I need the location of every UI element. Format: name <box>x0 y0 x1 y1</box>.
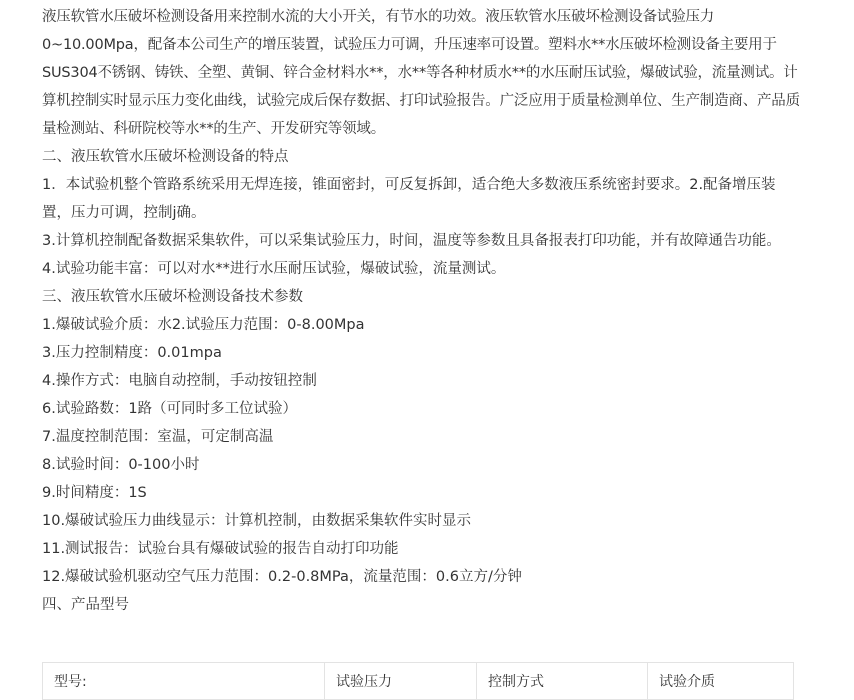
param-item: 12.爆破试验机驱动空气压力范围：0.2-0.8MPa，流量范围：0.6立方/分钟 <box>42 569 522 585</box>
column-header-medium: 试验介质 <box>648 663 794 700</box>
feature-item: 4.试验功能丰富：可以对水**进行水压耐压试验，爆破试验，流量测试。 <box>42 261 506 277</box>
param-item: 6.试验路数：1路（可同时多工位试验） <box>42 401 298 417</box>
param-item: 10.爆破试验压力曲线显示：计算机控制，由数据采集软件实时显示 <box>42 513 472 529</box>
param-item: 3.压力控制精度：0.01mpa <box>42 345 222 361</box>
column-header-model: 型号: <box>43 663 325 700</box>
intro-paragraph: 液压软管水压破坏检测设备用来控制水流的大小开关，有节水的功效。液压软管水压破坏检测设备试验压力0~10.00Mpa，配备本公司生产的增压装置，试验压力可调，升压速率可设置。塑料水**水压破坏检测设备主要用于SUS304不锈钢、铸铁、全塑、黄铜、锌合金材料水**，水**等各种材质水**的水压耐压试验，爆破试验，流量测试。计算机控制实时显示压力变化曲线，试验完成后保存数据、打印试验报告。广泛应用于质量检测单位、生产制造商、产品质量检测站、科研院校等水**的生产、开发研究等领域。 <box>42 9 800 137</box>
feature-item: 3.计算机控制配备数据采集软件，可以采集试验压力，时间，温度等参数且具备报表打印功能，并有故障通告功能。 <box>42 233 781 249</box>
column-header-control: 控制方式 <box>477 663 648 700</box>
param-item: 4.操作方式：电脑自动控制，手动按钮控制 <box>42 373 317 389</box>
column-header-pressure: 试验压力 <box>325 663 477 700</box>
features-heading: 二、液压软管水压破坏检测设备的特点 <box>42 149 289 165</box>
param-item: 7.温度控制范围：室温，可定制高温 <box>42 429 274 445</box>
model-table <box>42 662 794 700</box>
table-header-row <box>43 663 794 700</box>
param-item: 8.试验时间：0-100小时 <box>42 457 200 473</box>
params-heading: 三、液压软管水压破坏检测设备技术参数 <box>42 289 303 305</box>
param-item: 9.时间精度：1S <box>42 485 147 501</box>
param-item: 1.爆破试验介质：水2.试验压力范围：0-8.00Mpa <box>42 317 365 333</box>
models-heading: 四、产品型号 <box>42 597 129 613</box>
feature-item: 1．本试验机整个管路系统采用无焊连接，锥面密封，可反复拆卸，适合绝大多数液压系统密封要求。2.配备增压装置，压力可调，控制j确。 <box>42 177 776 221</box>
article-body <box>42 3 802 619</box>
param-item: 11.测试报告：试验台具有爆破试验的报告自动打印功能 <box>42 541 399 557</box>
